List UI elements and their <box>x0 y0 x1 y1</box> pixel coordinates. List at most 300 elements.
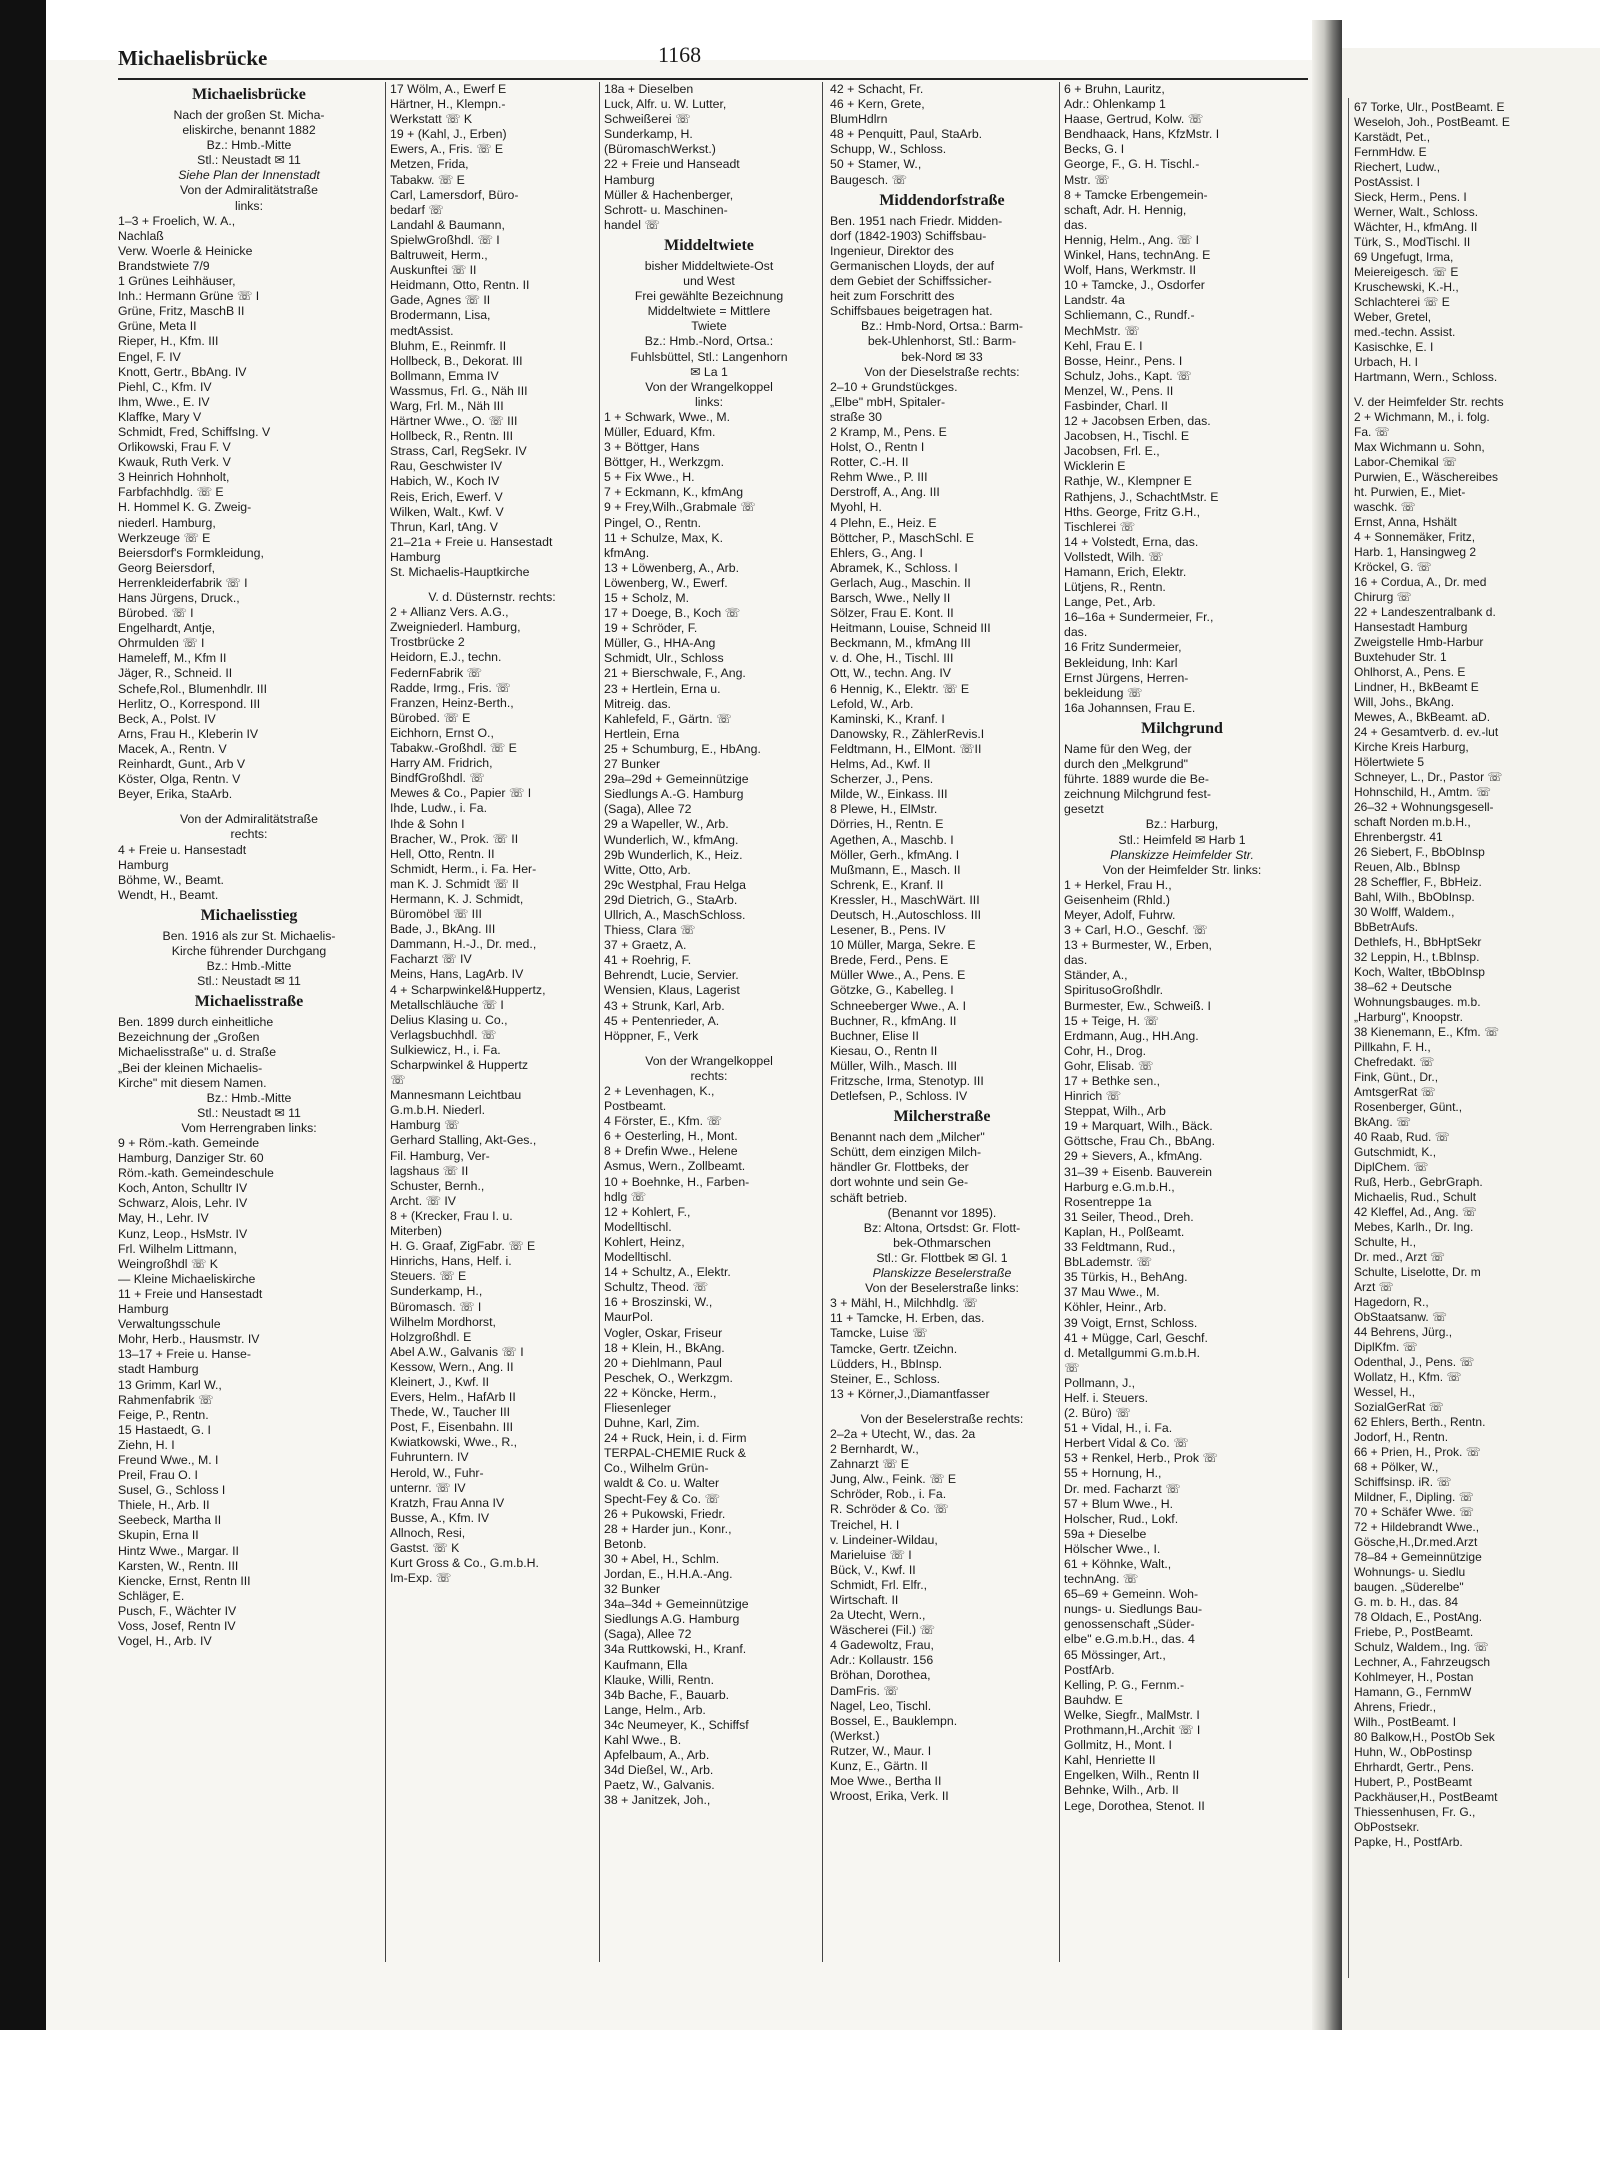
entry-line: Agethen, A., Maschb. I <box>830 832 954 847</box>
entry-line: Knott, Gertr., BbAng. IV <box>118 364 247 379</box>
entry-line: Franzen, Heinz-Berth., <box>390 695 514 710</box>
entry-line: Labor-Chemikal ☏ <box>1354 455 1458 469</box>
entry-line: handel ☏ <box>604 217 660 232</box>
entry-line: Fasbinder, Charl. II <box>1064 398 1168 413</box>
entry-line: Zweigniederl. Hamburg, <box>390 620 521 635</box>
entry-line: Rotter, C.-H. II <box>830 455 909 470</box>
entry-line: Kelling, P. G., Fernm.- <box>1064 1677 1185 1692</box>
entry-line: 38 Kienemann, E., Kfm. ☏ <box>1354 1025 1500 1039</box>
directory-column-1 <box>118 82 380 1967</box>
entry-line: 16–16a + Sundermeier, Fr., <box>1064 610 1214 625</box>
entry-line: 37 Mau Wwe., M. <box>1064 1285 1160 1300</box>
entry-line: Harburg e.G.m.b.H., <box>1064 1179 1175 1194</box>
entry-line: Modelltischl. <box>604 1250 672 1265</box>
entry-line: Bracher, W., Prok. ☏ II <box>390 831 519 846</box>
entry-line: nungs- u. Siedlungs Bau- <box>1064 1602 1203 1617</box>
entry-line: St. Michaelis-Hauptkirche <box>390 565 530 579</box>
entry-line: Behrendt, Lucie, Servier. <box>604 968 739 983</box>
entry-line: Kohlmeyer, H., Postan <box>1354 1670 1474 1684</box>
entry-line: Brandstwiete 7/9 <box>118 258 210 273</box>
entry-line: Fink, Günt., Dr., <box>1354 1070 1439 1084</box>
entry-line: 26 + Pukowski, Friedr. <box>604 1506 726 1521</box>
entry-line: 39 Voigt, Ernst, Schloss. <box>1064 1315 1198 1330</box>
entry-line: DiplChem. ☏ <box>1354 1160 1429 1174</box>
entry-line: 38–62 + Deutsche <box>1354 980 1452 994</box>
info-line: Bz: Altona, Ortsdst: Gr. Flott- <box>863 1220 1021 1235</box>
entry-line: Heidmann, Otto, Rentn. II <box>390 278 530 293</box>
info-line: rechts: <box>690 1068 728 1083</box>
entry-line: Götzke, G., Kabelleg. I <box>830 983 954 998</box>
entry-line: 21–21a + Freie u. Hansestadt <box>390 534 553 549</box>
entry-line: v. d. Ohe, H., Tischl. III <box>830 651 954 666</box>
entry-line: 2 + Allianz Vers. A.G., <box>390 605 509 620</box>
entry-line: Weingroßhdl ☏ K <box>118 1256 218 1271</box>
info-line: bek-Othmarschen <box>893 1235 991 1250</box>
entry-line: 3 + Böttger, Hans <box>604 440 700 455</box>
entry-line: Kirche Kreis Harburg, <box>1354 740 1469 754</box>
info-line: eliskirche, benannt 1882 <box>182 123 316 138</box>
entry-line: Bröhan, Dorothea, <box>830 1668 931 1683</box>
entry-line: Müller, G., HHA-Ang <box>604 636 716 651</box>
entry-line: Sunderkamp, H. <box>604 127 693 142</box>
entry-line: 42 Kleffel, Ad., Ang. ☏ <box>1354 1205 1477 1219</box>
entry-line: Vollstedt, Wilh. ☏ <box>1064 549 1164 564</box>
entry-line: TERPAL-CHEMIE Ruck & <box>604 1446 746 1461</box>
entry-line: Erdmann, Aug., HH.Ang. <box>1064 1028 1199 1043</box>
entry-line: Witte, Otto, Arb. <box>604 862 691 877</box>
entry-line: Dr. med. Facharzt ☏ <box>1064 1481 1181 1496</box>
entry-line: 24 + Gesamtverb. d. ev.-lut <box>1354 725 1499 739</box>
entry-line: schaft Norden m.b.H., <box>1354 815 1471 829</box>
entry-line: Gastst. ☏ K <box>390 1541 460 1555</box>
entry-line: straße 30 <box>830 409 882 424</box>
entry-line: R. Schröder & Co. ☏ <box>830 1502 949 1517</box>
entry-line: 59a + Dieselbe <box>1064 1526 1147 1541</box>
entry-line: ☏ <box>1064 1360 1080 1375</box>
entry-line: Hamann, Erich, Elektr. <box>1064 565 1187 579</box>
entry-line: Hollbeck, B., Dekorat. III <box>390 353 523 368</box>
info-line: Stl.: Neustadt ✉ 11 <box>197 1105 301 1120</box>
entry-line: MaurPol. <box>604 1310 654 1325</box>
entry-line: Gerhard Stalling, Akt-Ges., <box>390 1133 537 1148</box>
entry-line: Postbeamt. <box>604 1099 667 1114</box>
entry-line: Nagel, Leo, Tischl. <box>830 1698 932 1713</box>
entry-line: Schröder, Rob., i. Fa. <box>830 1487 947 1502</box>
entry-line: Wilken, Walt., Kwf. V <box>390 504 504 519</box>
entry-line: Schuster, Bernh., <box>390 1178 485 1193</box>
entry-line: Klaffke, Mary V <box>118 409 202 424</box>
info-line: bisher Middeltwiete-Ost <box>644 258 774 273</box>
entry-line: Kahl, Henriette II <box>1064 1753 1156 1768</box>
entry-line: Hamburg <box>118 857 169 872</box>
entry-line: Kehl, Frau E. I <box>1064 338 1143 353</box>
entry-line: Ohlhorst, A., Pens. E <box>1354 665 1466 679</box>
directory-column-5 <box>1064 82 1300 1967</box>
entry-line: kfmAng. <box>604 545 650 560</box>
entry-line: 80 Balkow,H., PostOb Sek <box>1354 1730 1495 1744</box>
entry-line: Lesener, B., Pens. IV <box>830 923 946 938</box>
entry-line: Auskunftei ☏ II <box>390 263 477 278</box>
entry-line: 18 + Klein, H., BkAng. <box>604 1340 725 1355</box>
entry-line: Hans Jürgens, Druck., <box>118 591 240 605</box>
spacer <box>830 1402 1054 1412</box>
entry-line: Rieper, H., Kfm. III <box>118 334 219 349</box>
entry-line: 61 + Köhnke, Walt., <box>1064 1557 1172 1571</box>
entry-line: 3 + Carl, H.O., Geschf. ☏ <box>1064 923 1208 938</box>
entry-line: Eichhorn, Ernst O., <box>390 725 494 740</box>
entry-line: Hölertwiete 5 <box>1354 755 1425 769</box>
entry-line: Thiess, Clara ☏ <box>604 923 696 938</box>
entry-line: 15 Hastaedt, G. I <box>118 1422 211 1437</box>
entry-line: 42 + Schacht, Fr. <box>830 82 924 96</box>
entry-line: baugen. „Süderelbe" <box>1354 1580 1464 1594</box>
spacer <box>390 580 594 590</box>
entry-line: „Harburg", Knoopstr. <box>1354 1010 1463 1024</box>
entry-line: Ewers, A., Fris. ☏ E <box>390 142 504 157</box>
entry-line: 5 + Fix Wwe., H. <box>604 470 695 485</box>
entry-line: Gollmitz, H., Mont. I <box>1064 1738 1172 1753</box>
entry-line: Hagedorn, R., <box>1354 1295 1429 1309</box>
entry-line: Beckmann, M., kfmAng III <box>830 636 971 651</box>
entry-line: Urbach, H. I <box>1354 355 1419 369</box>
entry-line: Hinrich ☏ <box>1064 1089 1122 1104</box>
entry-line: Macek, A., Rentn. V <box>118 741 227 756</box>
entry-line: Wohnungsbauges. m.b. <box>1354 995 1481 1009</box>
info-line: Twiete <box>691 319 727 334</box>
entry-line: 16 Fritz Sundermeier, <box>1064 640 1182 655</box>
entry-line: Reinhardt, Gunt., Arb V <box>118 757 246 772</box>
entry-line: Heitmann, Louise, Schneid III <box>830 621 991 636</box>
entry-line: 2a Utecht, Wern., <box>830 1608 926 1623</box>
entry-line: 53 + Renkel, Herb., Prok ☏ <box>1064 1451 1218 1466</box>
entry-line: 8 + (Krecker, Frau I. u. <box>390 1208 513 1223</box>
info-line: Stl.: Heimfeld ✉ Harb 1 <box>1118 832 1246 847</box>
entry-line: Wilhelm Mordhorst, <box>390 1314 496 1329</box>
entry-line: Kleinert, J., Kwf. II <box>390 1374 490 1389</box>
entry-line: Asmus, Wern., Zollbeamt. <box>604 1159 746 1174</box>
entry-line: Trostbrücke 2 <box>390 635 465 650</box>
entry-line: 28 Scheffler, F., BbHeiz. <box>1354 875 1482 889</box>
entry-line: heit zum Forschritt des <box>830 289 955 304</box>
entry-line: BkAng. ☏ <box>1354 1115 1412 1129</box>
entry-line: BindfGroßhdl. ☏ <box>390 771 485 786</box>
entry-line: Miterben) <box>390 1224 442 1239</box>
entry-line: Baugesch. ☏ <box>830 172 907 187</box>
entry-line: Cohr, H., Drog. <box>1064 1043 1147 1058</box>
entry-line: Dethlefs, H., BbHptSekr <box>1354 935 1482 949</box>
entry-line: Kröckel, G. ☏ <box>1354 560 1432 574</box>
entry-line: Müller, Wilh., Masch. III <box>830 1058 958 1073</box>
entry-line: Im-Exp. ☏ <box>390 1571 452 1586</box>
entry-line: 14 + Volstedt, Erna, das. <box>1064 534 1199 549</box>
entry-line: Jodorf, H., Rentn. <box>1354 1430 1449 1444</box>
entry-line: Skupin, Erna II <box>118 1528 199 1543</box>
entry-line: Facharzt ☏ IV <box>390 952 472 967</box>
entry-line: Schliemann, C., Rundf.- <box>1064 308 1195 323</box>
entry-line: Pollmann, J., <box>1064 1375 1136 1390</box>
entry-line: Verw. Woerle & Heinicke <box>118 243 253 258</box>
entry-line: 7 + Eckmann, K., kfmAng <box>604 485 744 500</box>
entry-line: lagshaus ☏ II <box>390 1163 469 1178</box>
entry-line: Burmester, Ew., Schweiß. I <box>1064 998 1211 1013</box>
entry-line: Mohr, Herb., Hausmstr. IV <box>118 1332 260 1347</box>
entry-line: Büromöbel ☏ III <box>390 907 482 922</box>
info-line: Stl.: Neustadt ✉ 11 <box>197 974 301 989</box>
entry-line: Schneeberger Wwe., A. I <box>830 998 967 1013</box>
entry-line: MechMstr. ☏ <box>1064 323 1140 338</box>
entry-line: Luck, Alfr. u. W. Lutter, <box>604 97 727 112</box>
entry-line: Dörries, H., Rentn. E <box>830 817 944 832</box>
entry-line: Köster, Olga, Rentn. V <box>118 772 241 787</box>
entry-line: Habich, W., Koch IV <box>390 474 500 489</box>
entry-line: dort wohnte und sein Ge- <box>830 1175 969 1190</box>
entry-line: Feige, P., Rentn. <box>118 1407 209 1422</box>
entry-line: 9 + Frey,Wilh.,Grabmale ☏ <box>604 500 756 515</box>
info-line: Von der Wrangelkoppel <box>645 1053 773 1068</box>
entry-line: Wassmus, Frl. G., Näh III <box>390 383 528 398</box>
entry-line: Beyer, Erika, StaArb. <box>118 787 233 802</box>
entry-line: Hamburg <box>604 172 655 187</box>
entry-line: Hths. George, Fritz G.H., <box>1064 504 1200 519</box>
entry-line: Rathjens, J., SchachtMstr. E <box>1064 489 1219 504</box>
entry-line: das. <box>1064 625 1088 640</box>
entry-line: Wilh., PostBeamt. I <box>1354 1715 1457 1729</box>
entry-line: Schiffsinsp. iR. ☏ <box>1354 1475 1452 1489</box>
entry-line: 62 Ehlers, Berth., Rentn. <box>1354 1415 1486 1429</box>
entry-line: Geisenheim (Rhld.) <box>1064 892 1170 907</box>
street-heading: Michaelisbrücke <box>192 86 306 103</box>
entry-line: genossenschaft „Süder- <box>1064 1617 1195 1632</box>
entry-line: 29 a Wapeller, W., Arb. <box>604 817 729 832</box>
entry-line: Sulkiewicz, H., i. Fa. <box>390 1042 501 1057</box>
facing-page-column <box>1354 100 1600 1985</box>
scan-edge-left <box>0 0 46 2030</box>
entry-line: Bosse, Heinr., Pens. I <box>1064 353 1183 368</box>
entry-line: 3 Heinrich Hohnholt, <box>118 470 230 485</box>
entry-line: 17 Wölm, A., Ewerf E <box>390 82 507 96</box>
entry-line: BbBetrAufs. <box>1354 920 1419 934</box>
info-line: Stl.: Neustadt ✉ 11 <box>197 153 301 168</box>
info-line: Middeltwiete = Mittlere <box>647 304 771 319</box>
entry-line: v. Lindeiner-Wildau, <box>830 1532 938 1547</box>
entry-line: 11 + Freie und Hansestadt <box>118 1286 263 1301</box>
entry-line: Mildner, F., Dipling. ☏ <box>1354 1490 1474 1504</box>
street-heading: Milchgrund <box>1141 719 1223 737</box>
entry-line: Schmidt, Fred, SchiffsIng. V <box>118 424 271 439</box>
entry-line: 15 + Teige, H. ☏ <box>1064 1013 1159 1028</box>
entry-line: Pillkahn, F. H., <box>1354 1040 1431 1054</box>
entry-line: 29 + Sievers, A., kfmAng. <box>1064 1149 1203 1164</box>
entry-line: Name für den Weg, der <box>1064 741 1192 756</box>
entry-line: Brodermann, Lisa, <box>390 308 491 323</box>
entry-line: 6 Hennig, K., Elektr. ☏ E <box>830 681 970 696</box>
entry-line: Purwien, E., Wäschereibes <box>1354 470 1499 484</box>
entry-line: Abramek, K., Schloss. I <box>830 560 958 575</box>
entry-line: Paetz, W., Galvanis. <box>604 1778 715 1793</box>
entry-line: Grüne, Meta II <box>118 319 197 334</box>
entry-line: med.-techn. Assist. <box>1354 325 1456 339</box>
directory-column-2 <box>390 82 594 1967</box>
entry-line: Türk, S., ModTischl. II <box>1354 235 1471 249</box>
entry-line: (Werkst.) <box>830 1728 880 1743</box>
entry-line: 34d Dießel, W., Arb. <box>604 1763 714 1778</box>
entry-line: Bezeichnung der „Großen <box>118 1030 260 1045</box>
entry-line: Piehl, C., Kfm. IV <box>118 379 212 394</box>
entry-line: Lindner, H., BkBeamt E <box>1354 680 1479 694</box>
entry-line: Koch, Anton, Schulltr IV <box>118 1181 248 1196</box>
header-rule <box>118 78 1308 80</box>
entry-line: 4 Gadewoltz, Frau, <box>830 1638 934 1653</box>
entry-line: (2. Büro) ☏ <box>1064 1406 1131 1421</box>
entry-line: 66 + Prien, H., Prok. ☏ <box>1354 1445 1481 1459</box>
entry-line: SpiritusoGroßhdlr. <box>1064 983 1164 998</box>
entry-line: Farbfachhdlg. ☏ E <box>118 485 224 500</box>
entry-line: Büromasch. ☏ I <box>390 1299 482 1314</box>
entry-line: Lüdders, H., BbInsp. <box>830 1356 943 1371</box>
entry-line: Verlagsbuchhdl. ☏ <box>390 1027 497 1042</box>
entry-line: Kirche" mit diesem Namen. <box>118 1075 267 1090</box>
entry-line: Chirurg ☏ <box>1354 590 1412 604</box>
entry-line: 24 + Ruck, Hein, i. d. Firm <box>604 1431 747 1446</box>
entry-line: Papke, H., PostfArb. <box>1354 1835 1463 1849</box>
entry-line: Duhne, Karl, Zim. <box>604 1416 700 1431</box>
entry-line: Brede, Ferd., Pens. E <box>830 953 949 968</box>
entry-line: 25 + Schumburg, E., HbAng. <box>604 741 761 756</box>
entry-line: Kressler, H., MaschWärt. III <box>830 892 980 907</box>
entry-line: Werner, Walt., Schloss. <box>1354 205 1479 219</box>
entry-line: Siedlungs A.G. Hamburg <box>604 1612 740 1627</box>
entry-line: Ingenieur, Direktor des <box>830 243 954 258</box>
spacer <box>118 802 380 812</box>
entry-line: Apfelbaum, A., Arb. <box>604 1748 710 1763</box>
entry-line: 18a + Dieselben <box>604 82 694 96</box>
entry-line: Pusch, F., Wächter IV <box>118 1603 237 1618</box>
entry-line: AmtsgerRat ☏ <box>1354 1085 1436 1099</box>
entry-line: Susel, G., Schloss I <box>118 1483 226 1498</box>
info-line: Bz.: Hmb.-Nord, Ortsa.: <box>644 334 774 349</box>
entry-line: Kunz, Leop., HsMstr. IV <box>118 1226 248 1241</box>
entry-line: 1–3 + Froelich, W. A., <box>118 213 236 228</box>
entry-line: Schulz, Johs., Kapt. ☏ <box>1064 368 1192 383</box>
entry-line: Ben. 1899 durch einheitliche <box>118 1015 274 1030</box>
entry-line: Carl, Lamersdorf, Büro- <box>390 187 519 202</box>
entry-line: Schütt, dem einzigen Milch- <box>830 1145 982 1160</box>
entry-line: Holscher, Rud., Lokf. <box>1064 1511 1179 1526</box>
entry-line: FedernFabrik ☏ <box>390 665 482 680</box>
entry-line: „Elbe" mbH, Spitaler- <box>830 394 946 409</box>
entry-line: Behnke, Wilh., Arb. II <box>1064 1783 1179 1798</box>
entry-line: Klauke, Willi, Rentn. <box>604 1672 715 1687</box>
info-line: Von der Admiralitätstraße <box>179 183 319 198</box>
entry-line: Treichel, H. I <box>830 1517 900 1532</box>
entry-line: Jung, Alw., Feink. ☏ E <box>830 1472 957 1487</box>
entry-line: Packhäuser,H., PostBeamt <box>1354 1790 1498 1804</box>
info-line: Von der Heimfelder Str. links: <box>1102 862 1262 877</box>
entry-line: Helf. i. Steuers. <box>1064 1390 1149 1405</box>
info-line: Bz.: Harburg, <box>1145 817 1219 832</box>
entry-line: 10 + Boehnke, H., Farben- <box>604 1174 750 1189</box>
entry-line: Hamburg, Danziger Str. 60 <box>118 1151 264 1166</box>
entry-line: 4 Förster, E., Kfm. ☏ <box>604 1114 722 1129</box>
entry-line: Michaelisstraße" u. d. Straße <box>118 1045 277 1060</box>
entry-line: Hohnschild, H., Amtm. ☏ <box>1354 785 1492 799</box>
entry-line: Ständer, A., <box>1064 968 1128 983</box>
entry-line: das. <box>1064 953 1088 968</box>
entry-line: Barsch, Wwe., Nelly II <box>830 591 951 605</box>
entry-line: Lege, Dorothea, Stenot. II <box>1064 1798 1205 1813</box>
column-rule <box>599 82 600 1962</box>
entry-line: Ullrich, A., MaschSchloss. <box>604 907 746 922</box>
page-header <box>118 42 1298 82</box>
entry-line: BlumHdlrn <box>830 112 888 127</box>
entry-line: Tamcke, Gertr. tZeichn. <box>830 1341 958 1356</box>
entry-line: Bluhm, E., Reinmfr. II <box>390 338 507 353</box>
entry-line: Arns, Frau H., Kleberin IV <box>118 726 259 741</box>
entry-line: Hermann, K. J. Schmidt, <box>390 891 524 906</box>
entry-line: Hollbeck, R., Rentn. III <box>390 429 514 444</box>
map-note: Planskizze Beselerstraße <box>872 1266 1012 1281</box>
entry-line: 19 + Schröder, F. <box>604 621 698 636</box>
entry-line: Ehrenbergstr. 41 <box>1354 830 1443 844</box>
entry-line: 2 Kramp, M., Pens. E <box>830 424 947 439</box>
entry-line: Kahl Wwe., B. <box>604 1733 682 1748</box>
column-rule <box>822 82 823 1962</box>
entry-line: Wessel, H., <box>1354 1385 1416 1399</box>
entry-line: Metzen, Frida, <box>390 157 469 172</box>
entry-line: Lechner, A., Fahrzeugsch <box>1354 1655 1491 1669</box>
entry-line: Schneyer, L., Dr., Pastor ☏ <box>1354 770 1503 784</box>
entry-line: 9 + Röm.-kath. Gemeinde <box>118 1136 260 1150</box>
info-line: V. d. Düsternstr. rechts: <box>428 590 556 605</box>
entry-line: Welke, Siegfr., MalMstr. I <box>1064 1707 1200 1722</box>
street-heading: Michaelisstraße <box>194 993 304 1011</box>
entry-line: 1 + Schwark, Wwe., M. <box>604 409 731 424</box>
entry-line: (Saga), Allee 72 <box>604 1627 692 1642</box>
entry-line: Wohnungs- u. Siedlu <box>1354 1565 1466 1579</box>
entry-line: Bauhdw. E <box>1064 1692 1123 1707</box>
entry-line: Lütjens, R., Rentn. <box>1064 580 1166 595</box>
entry-line: Karstädt, Pet., <box>1354 130 1431 144</box>
column-rule <box>1059 82 1060 1962</box>
entry-line: Riechert, Ludw., <box>1354 160 1441 174</box>
entry-line: 8 + Tamcke Erbengemein- <box>1064 187 1208 202</box>
entry-line: Ernst, Anna, Hshält <box>1354 515 1457 529</box>
entry-line: Landstr. 4a <box>1064 293 1125 308</box>
entry-line: Hamburg <box>390 549 441 564</box>
entry-line: SpielwGroßhdl. ☏ I <box>390 232 500 247</box>
info-line: Stl.: Gr. Flottbek ✉ Gl. 1 <box>876 1250 1008 1265</box>
entry-line: Schlachterei ☏ E <box>1354 295 1450 309</box>
entry-line: 17 + Bethke sen., <box>1064 1074 1161 1088</box>
entry-line: Meins, Hans, LagArb. IV <box>390 967 524 982</box>
entry-line: BbLademstr. ☏ <box>1064 1255 1152 1270</box>
entry-line: Gutschmidt, K., <box>1354 1145 1437 1159</box>
entry-line: 46 + Kern, Grete, <box>830 97 925 112</box>
entry-line: Odenthal, J., Pens. ☏ <box>1354 1355 1475 1369</box>
entry-line: 23 + Hertlein, Erna u. <box>604 681 721 696</box>
entry-line: Engelhardt, Antje, <box>118 621 216 636</box>
entry-line: 13 Grimm, Karl W., <box>118 1377 222 1392</box>
entry-line: DamFris. ☏ <box>830 1683 899 1698</box>
entry-line: Chefredakt. ☏ <box>1354 1055 1435 1069</box>
entry-line: Koch, Walter, tBbObInsp <box>1354 965 1485 979</box>
entry-line: 19 + (Kahl, J., Erben) <box>390 127 507 142</box>
entry-line: 10 + Tamcke, J., Osdorfer <box>1064 278 1205 293</box>
entry-line: Will, Johs., BkAng. <box>1354 695 1455 709</box>
entry-line: Ihde & Sohn I <box>390 816 465 831</box>
entry-line: Bendhaack, Hans, KfzMstr. I <box>1064 127 1220 142</box>
entry-line: Ruß, Herb., GebrGraph. <box>1354 1175 1483 1189</box>
